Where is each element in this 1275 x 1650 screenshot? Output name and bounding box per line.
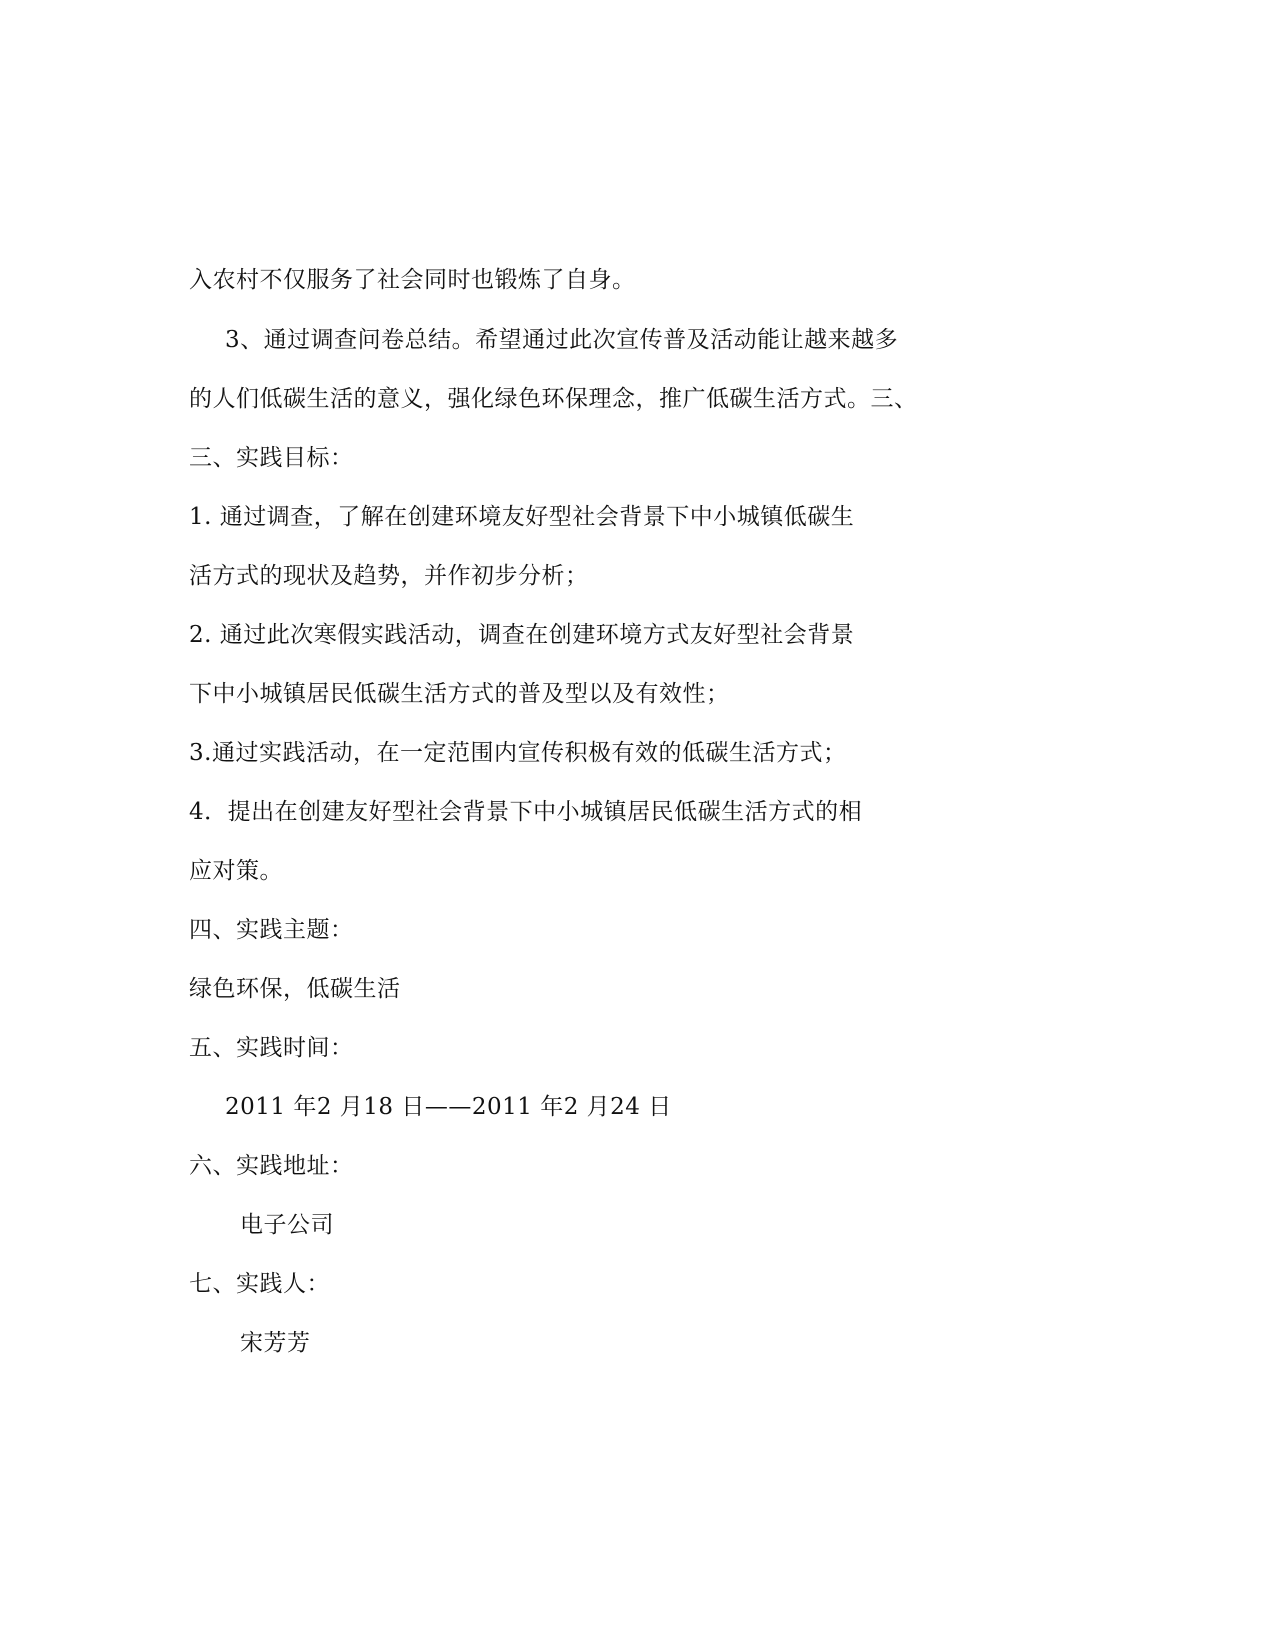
objective-2-line-1: 2. 通过此次寒假实践活动，调查在创建环境方式友好型社会背景 <box>189 622 855 648</box>
objective-3: 3.通过实践活动，在一定范围内宣传积极有效的低碳生活方式； <box>189 740 847 766</box>
objective-1-line-2: 活方式的现状及趋势，并作初步分析； <box>189 563 589 589</box>
section-heading-location: 六、实践地址： <box>189 1153 354 1179</box>
section-heading-time: 五、实践时间： <box>189 1035 354 1061</box>
person-name: 宋芳芳 <box>240 1330 311 1356</box>
section-heading-theme: 四、实践主题： <box>189 917 354 943</box>
time-range: 2011 年2 月18 日——2011 年2 月24 日 <box>225 1094 672 1120</box>
objective-4-line-1: 4．提出在创建友好型社会背景下中小城镇居民低碳生活方式的相 <box>189 799 863 825</box>
theme-text: 绿色环保，低碳生活 <box>189 976 401 1002</box>
paragraph-line-1: 入农村不仅服务了社会同时也锻炼了自身。 <box>189 267 636 293</box>
paragraph-line-3: 的人们低碳生活的意义，强化绿色环保理念，推广低碳生活方式。三、 <box>189 386 918 412</box>
section-heading-person: 七、实践人： <box>189 1271 330 1297</box>
paragraph-line-2: 3、通过调查问卷总结。希望通过此次宣传普及活动能让越来越多 <box>225 327 899 353</box>
section-heading-objectives: 三、实践目标： <box>189 445 354 471</box>
objective-4-line-2: 应对策。 <box>189 858 283 884</box>
objective-1-line-1: 1. 通过调查，了解在创建环境友好型社会背景下中小城镇低碳生 <box>189 504 855 530</box>
location-text: 电子公司 <box>240 1212 334 1238</box>
objective-2-line-2: 下中小城镇居民低碳生活方式的普及型以及有效性； <box>189 681 730 707</box>
